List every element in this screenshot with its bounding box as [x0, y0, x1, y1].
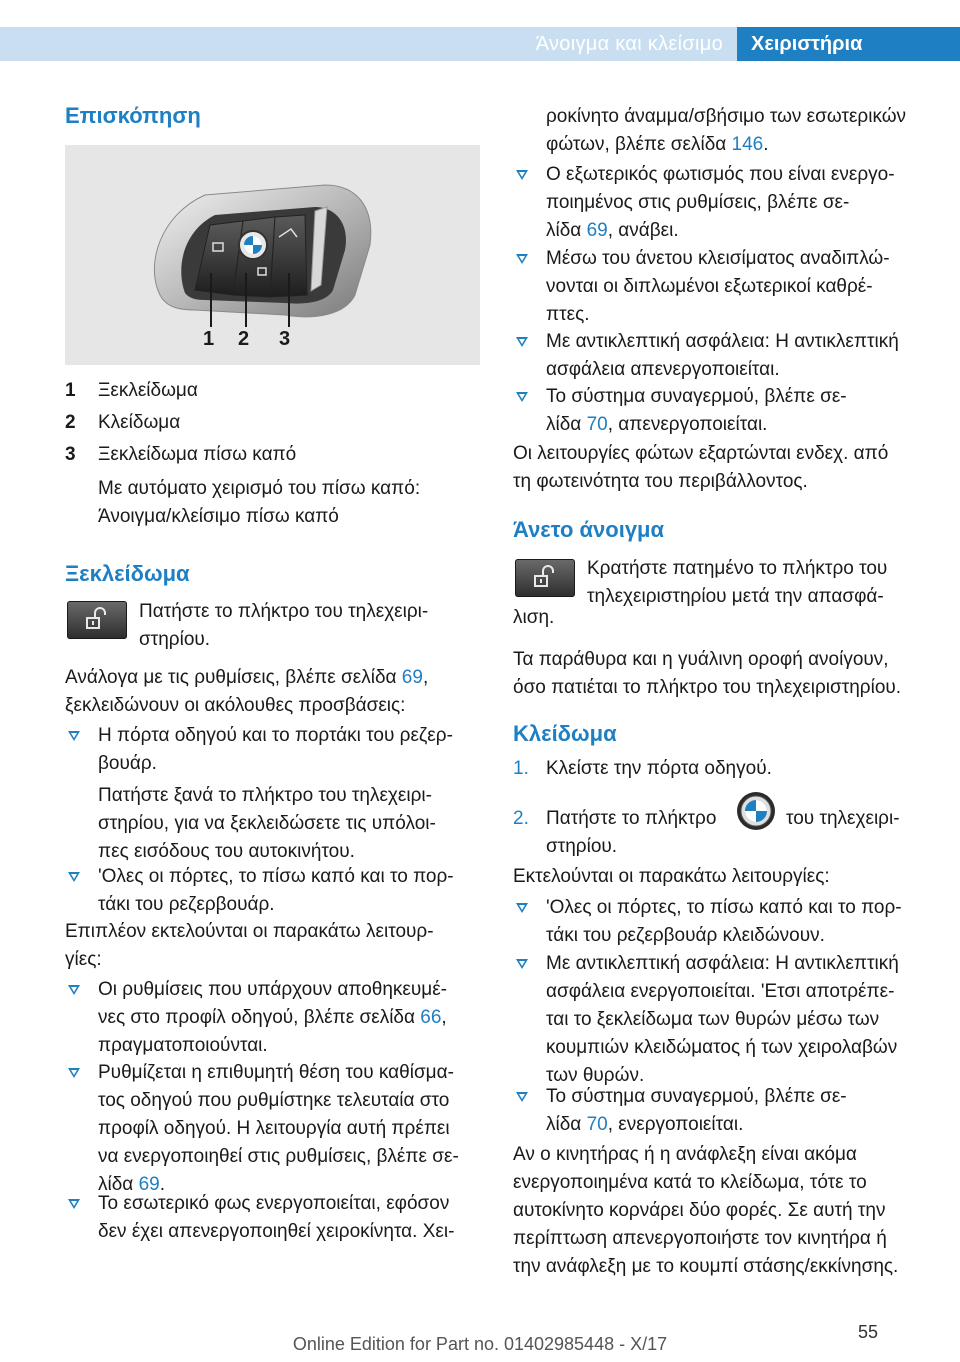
section-header: Άνοιγμα και κλείσιμο	[0, 27, 737, 61]
bullet-text: στηρίου, για να ξεκλειδώσετε τις υπόλοι-	[98, 813, 436, 834]
bmw-logo-icon	[736, 791, 776, 831]
step-item	[513, 755, 928, 783]
legend-item	[65, 409, 480, 437]
photo-label-3: 3	[279, 328, 291, 350]
chapter-header: Χειριστήρια	[737, 27, 960, 61]
bullet-text: πες εισόδους του αυτοκινήτου.	[98, 841, 355, 862]
overview-title: Επισκόπηση	[65, 103, 201, 128]
unlock-title: Ξεκλείδωμα	[65, 561, 190, 586]
legend-detail: Με αυτόματο χειρισμό του πίσω καπό:	[98, 478, 421, 499]
bullet-text: νες στο προφίλ οδηγού, βλέπε σελίδα 66,	[98, 1007, 447, 1028]
paragraph: αυτοκίνητο κορνάρει δύο φορές. Σε αυτή την	[513, 1200, 886, 1221]
legend-number: 2	[65, 412, 76, 433]
lock-title: Κλείδωμα	[513, 721, 617, 746]
paragraph: Οι λειτουργίες φώτων εξαρτώνται ενδεχ. από	[513, 443, 889, 464]
paragraph: περίπτωση απενεργοποιήστε τον κινητήρα ή	[513, 1228, 887, 1249]
bullet-text: Η πόρτα οδηγού και το πορτάκι του ρεζερ-	[98, 725, 453, 746]
page-link[interactable]: 70	[586, 1114, 608, 1135]
triangle-bullet-icon	[68, 985, 80, 995]
page-link[interactable]: 146	[731, 134, 764, 155]
page-link[interactable]: 70	[586, 414, 608, 435]
triangle-bullet-icon	[68, 1199, 80, 1209]
bullet-text: Ρυθμίζεται η επιθυμητή θέση του καθίσμα-	[98, 1062, 454, 1083]
bullet-text: 'Ολες οι πόρτες, το πίσω καπό και το πορ-	[546, 897, 902, 918]
paragraph: τη φωτεινότητα του περιβάλλοντος.	[513, 471, 808, 492]
triangle-bullet-icon	[516, 903, 528, 913]
bullet-continuation: φώτων, βλέπε σελίδα 146.	[546, 134, 769, 155]
bullet-text: λίδα 70, απενεργοποιείται.	[546, 414, 768, 435]
bullet-text: Με αντικλεπτική ασφάλεια: Η αντικλεπτική	[546, 953, 899, 974]
page-link[interactable]: 69	[138, 1174, 160, 1195]
bullet-text: Το σύστημα συναγερμού, βλέπε σε-	[546, 386, 847, 407]
text: ,	[422, 667, 429, 688]
paragraph: γίες:	[65, 949, 102, 970]
legend-text: Κλείδωμα	[98, 412, 181, 433]
bullet-text: Με αντικλεπτική ασφάλεια: Η αντικλεπτική	[546, 331, 899, 352]
legend-detail: Άνοιγμα/κλείσιμο πίσω καπό	[98, 506, 339, 527]
legend-item	[65, 377, 480, 405]
triangle-bullet-icon	[516, 170, 528, 180]
bullet-text: τος οδηγού που ρυθμίστηκε τελευταία στο	[98, 1090, 450, 1111]
bullet-text: να ενεργοποιηθεί στις ρυθμίσεις, βλέπε σε-	[98, 1146, 459, 1167]
page-link[interactable]: 66	[420, 1007, 442, 1028]
bullet-text: ποιημένος στις ρυθμίσεις, βλέπε σε-	[546, 192, 850, 213]
key-fob-photo	[65, 145, 480, 365]
bullet-text: ασφάλεια ενεργοποιείται. 'Ετσι αποτρέπε-	[546, 981, 895, 1002]
step-text: του τηλεχειρι-	[786, 808, 900, 829]
paragraph: Εκτελούνται οι παρακάτω λειτουργίες:	[513, 866, 830, 887]
comfort-text: τηλεχειριστηρίου μετά την απασφά-	[587, 586, 884, 607]
unlock-text: στηρίου.	[139, 629, 211, 650]
triangle-bullet-icon	[516, 959, 528, 969]
bullet-text: Το εσωτερικό φως ενεργοποιείται, εφόσον	[98, 1193, 450, 1214]
bullet-text: των θυρών.	[546, 1065, 645, 1086]
page-number: 55	[858, 1322, 879, 1342]
triangle-bullet-icon	[516, 337, 528, 347]
triangle-bullet-icon	[516, 392, 528, 402]
bullet-continuation: ροκίνητο άναμμα/σβήσιμο των εσωτερικών	[546, 106, 907, 127]
step-text: Πατήστε το πλήκτρο	[546, 808, 717, 829]
unlock-icon	[67, 601, 127, 639]
paragraph: Τα παράθυρα και η γυάλινη οροφή ανοίγουν,	[513, 649, 889, 670]
bullet-text: ασφάλεια απενεργοποιείται.	[546, 359, 780, 380]
paragraph: ξεκλειδώνουν οι ακόλουθες προσβάσεις:	[65, 695, 406, 716]
bullet-text: ται το ξεκλείδωμα των θυρών μέσω των	[546, 1009, 880, 1030]
paragraph: Αν ο κινητήρας ή η ανάφλεξη είναι ακόμα	[513, 1144, 857, 1165]
triangle-bullet-icon	[68, 872, 80, 882]
paragraph: όσο πατιέται το πλήκτρο του τηλεχειριστηρίου.	[513, 677, 902, 698]
bullet-text: πραγματοποιούνται.	[98, 1035, 268, 1056]
bullet-text: 'Ολες οι πόρτες, το πίσω καπό και το πορ-	[98, 866, 454, 887]
legend-item	[65, 441, 480, 469]
key-fob-illustration	[65, 145, 480, 365]
step-text: στηρίου.	[546, 836, 618, 857]
bullet-text: λίδα 69.	[98, 1174, 165, 1195]
edition-footer: Online Edition for Part no. 01402985448 - X/17	[292, 1334, 668, 1354]
bullet-text: πτες.	[546, 304, 590, 325]
bullet-text: τάκι του ρεζερβουάρ.	[98, 894, 275, 915]
triangle-bullet-icon	[516, 1092, 528, 1102]
bullet-text: Οι ρυθμίσεις που υπάρχουν αποθηκευμέ-	[98, 979, 447, 1000]
step-number: 1.	[513, 758, 529, 779]
bullet-text: προφίλ οδηγού. Η λειτουργία αυτή πρέπει	[98, 1118, 450, 1139]
bullet-text: τάκι του ρεζερβουάρ κλειδώνουν.	[546, 925, 825, 946]
bullet-text: Πατήστε ξανά το πλήκτρο του τηλεχειρι-	[98, 785, 432, 806]
bullet-text: Το σύστημα συναγερμού, βλέπε σε-	[546, 1086, 847, 1107]
step-text: Κλείστε την πόρτα οδηγού.	[546, 758, 772, 779]
bullet-text: δεν έχει απενεργοποιηθεί χειροκίνητα. Χει-	[98, 1221, 455, 1242]
triangle-bullet-icon	[68, 1068, 80, 1078]
legend-number: 3	[65, 444, 76, 465]
unlock-icon	[515, 559, 575, 597]
page-link[interactable]: 69	[401, 667, 423, 688]
comfort-text: Κρατήστε πατημένο το πλήκτρο του	[587, 558, 888, 579]
paragraph: Επιπλέον εκτελούνται οι παρακάτω λειτουρ-	[65, 921, 434, 942]
unlock-text: Πατήστε το πλήκτρο του τηλεχειρι-	[139, 601, 429, 622]
bullet-text: λίδα 69, ανάβει.	[546, 220, 679, 241]
comfort-text: λιση.	[513, 607, 555, 628]
photo-label-1: 1	[203, 328, 215, 350]
bullet-text: λίδα 70, ενεργοποιείται.	[546, 1114, 744, 1135]
step-item	[513, 805, 928, 865]
legend-text: Ξεκλείδωμα πίσω καπό	[98, 444, 297, 465]
triangle-bullet-icon	[68, 731, 80, 741]
paragraph: την ανάφλεξη με το κουμπί στάσης/εκκίνησης.	[513, 1256, 899, 1277]
photo-label-2: 2	[238, 328, 250, 350]
bullet-text: κουμπιών κλειδώματος ή των χειρολαβών	[546, 1037, 898, 1058]
page-link[interactable]: 69	[586, 220, 608, 241]
paragraph	[65, 664, 428, 692]
paragraph: ενεργοποιημένα κατά το κλείδωμα, τότε το	[513, 1172, 867, 1193]
bullet-text: Μέσω του άνετου κλεισίματος αναδιπλώ-	[546, 248, 890, 269]
comfort-title: Άνετο άνοιγμα	[513, 517, 665, 542]
legend-number: 1	[65, 380, 76, 401]
step-number: 2.	[513, 808, 529, 829]
bullet-text: Ο εξωτερικός φωτισμός που είναι ενεργο-	[546, 164, 895, 185]
legend-text: Ξεκλείδωμα	[98, 380, 198, 401]
text: Ανάλογα με τις ρυθμίσεις, βλέπε σελίδα	[65, 667, 402, 688]
bullet-text: βουάρ.	[98, 753, 157, 774]
triangle-bullet-icon	[516, 254, 528, 264]
bullet-text: νονται οι διπλωμένοι εξωτερικοί καθρέ-	[546, 276, 873, 297]
